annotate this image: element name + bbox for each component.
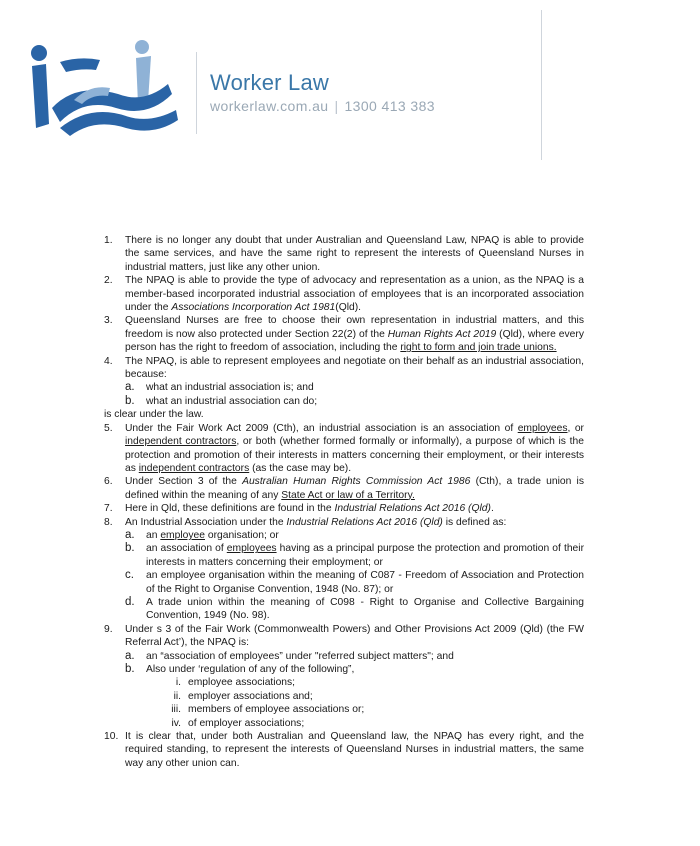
item-text: Queensland Nurses are free to choose their own representation in industrial matters, and this freedom is now also protected under Section 22(2) of the xyxy=(125,315,584,340)
item-number: 5. xyxy=(104,422,113,434)
worker-law-logo-icon xyxy=(30,38,180,138)
sub-item-4b xyxy=(125,395,584,408)
sub-letter: b. xyxy=(125,542,135,555)
sub-text: A trade union within the meaning of C098 - Right to Organise and Collective Bargaining Convention, 1949 (No. 98). xyxy=(146,596,584,622)
roman-item-i xyxy=(153,676,584,689)
item-number: 9. xyxy=(104,623,113,635)
brand-name: Worker Law xyxy=(210,70,329,95)
roman-numeral: iv. xyxy=(171,717,181,729)
sub-text: an association of xyxy=(146,543,227,555)
item-number: 1. xyxy=(104,235,113,246)
item-text: Here in Qld, these definitions are found in the xyxy=(125,503,335,515)
state-act-link[interactable]: State Act or law of a Territory. xyxy=(281,489,415,501)
act-citation: Associations Incorporation Act 1981 xyxy=(171,302,336,314)
roman-numeral: ii. xyxy=(173,690,181,702)
list-item-4 xyxy=(104,355,584,382)
item-text: (as the case may be). xyxy=(249,462,352,474)
independent-contractors-link[interactable]: independent contractors xyxy=(138,462,250,474)
sub-text: what an industrial association can do; xyxy=(146,395,318,407)
list-item-6 xyxy=(104,475,584,502)
header-divider-line xyxy=(196,52,197,134)
numbered-list xyxy=(104,234,584,770)
sub-item-9a xyxy=(125,650,584,663)
roman-item-iv xyxy=(153,717,584,730)
roman-text: members of employee associations or; xyxy=(188,704,365,716)
independent-contractors-link[interactable]: independent contractors xyxy=(125,436,237,448)
item-number: 3. xyxy=(104,315,113,327)
item-number: 7. xyxy=(104,503,113,515)
list-item-2 xyxy=(104,274,584,314)
sub-text: what an industrial association is; and xyxy=(146,382,314,394)
item-text: The NPAQ is able to provide the type of advocacy and representation as a union, as the NPAQ is a member-based incorporated industrial association of employees that is an incorporated association under the xyxy=(125,275,584,314)
item-number: 6. xyxy=(104,476,113,488)
item-text: (Cth), a trade union is defined within the meaning of any xyxy=(125,476,584,501)
item-text: . xyxy=(490,503,494,515)
sub-letter: a. xyxy=(125,649,135,662)
list-item-5 xyxy=(104,422,584,476)
item-text: , or both (whether formed formally or informally), a purpose of which is the protection and promotion of their interests in matters concerning their employment, or their interests as xyxy=(125,436,584,474)
page-edge-line xyxy=(541,10,542,160)
sub-item-9b xyxy=(125,663,584,676)
roman-numeral: iii. xyxy=(171,704,181,716)
list-item-8 xyxy=(104,516,584,529)
sub-item-8b xyxy=(125,542,584,569)
trade-unions-link[interactable]: right to form and join trade unions. xyxy=(400,342,557,354)
item-text: Under Section 3 of the xyxy=(125,476,243,488)
item-text: Under s 3 of the Fair Work (Commonwealth Powers) and Other Provisions Act 2009 (Qld) (the FW Referral Act’), the NPAQ is: xyxy=(125,623,584,649)
sub-item-8c xyxy=(125,569,584,596)
item-number: 4. xyxy=(104,355,113,367)
list-item-9 xyxy=(104,623,584,650)
item-text: The NPAQ, is able to represent employees and negotiate on their behalf as an industrial association, because: xyxy=(125,355,584,381)
contact-separator: | xyxy=(334,98,339,114)
roman-text: of employer associations; xyxy=(188,717,305,729)
list-item-3 xyxy=(104,314,584,354)
item-text: (Qld), where every person has the right to freedom of association, including the xyxy=(125,328,584,354)
sub-letter: b. xyxy=(125,394,135,407)
list-item-1 xyxy=(104,234,584,274)
list-item-7 xyxy=(104,502,584,515)
sub-letter: a. xyxy=(125,528,135,541)
item-number: 10. xyxy=(104,731,119,743)
act-citation: Industrial Relations Act 2016 (Qld) xyxy=(334,503,491,515)
item-text: There is no longer any doubt that under Australian and Queensland Law, NPAQ is able to provide the same services, and have the same right to represent the interests of Queensland Nurses in industrial matters, just like any other union. xyxy=(125,235,584,273)
website-link[interactable]: workerlaw.com.au xyxy=(210,98,329,114)
item-text: It is clear that, under both Australian and Queensland law, the NPAQ has every right, and the required standing, to represent the interests of Queensland Nurses in industrial matters, the same way any other union can. xyxy=(125,731,584,769)
sub-text: organisation; or xyxy=(204,529,279,541)
item-number: 8. xyxy=(104,516,113,528)
roman-item-ii xyxy=(153,690,584,703)
brand-contact xyxy=(210,98,435,114)
sub-text: an xyxy=(146,529,161,541)
item-text: (Qld). xyxy=(335,302,362,314)
list-item-10 xyxy=(104,730,584,770)
sub-letter: b. xyxy=(125,663,135,675)
item-4-tail: is clear under the law. xyxy=(104,409,204,421)
sub-text: having as a principal purpose the protection and promotion of their interests in matters concerning their employment; or xyxy=(146,543,585,568)
sub-text: Also under ‘regulation of any of the following”, xyxy=(146,664,355,675)
phone-number: 1300 413 383 xyxy=(344,98,435,114)
sub-item-8a xyxy=(125,529,584,542)
item-text: Under the Fair Work Act 2009 (Cth), an industrial association is an association of xyxy=(125,422,518,434)
roman-text: employer associations and; xyxy=(188,690,313,702)
sub-item-4a xyxy=(125,381,584,394)
sub-letter: c. xyxy=(125,569,134,582)
sub-letter: d. xyxy=(125,595,135,608)
employees-link[interactable]: employees xyxy=(517,422,568,434)
act-citation: Industrial Relations Act 2016 (Qld) xyxy=(286,516,443,528)
sub-item-8d xyxy=(125,596,584,623)
roman-numeral: i. xyxy=(175,677,181,689)
act-citation: Australian Human Rights Commission Act 1986 xyxy=(242,476,471,488)
roman-text: employee associations; xyxy=(188,677,296,689)
item-text: is defined as: xyxy=(442,516,507,528)
item-text: , or xyxy=(567,422,584,434)
employees-link[interactable]: employees xyxy=(226,543,277,555)
act-citation: Human Rights Act 2019 xyxy=(387,328,497,340)
sub-letter: a. xyxy=(125,381,135,394)
item-text: An Industrial Association under the xyxy=(125,516,287,528)
item-number: 2. xyxy=(104,275,113,287)
sub-text: an employee organisation within the meaning of C087 - Freedom of Association and Protection of the Right to Organise Convention, 1948 (No. 87); or xyxy=(146,570,584,595)
roman-item-iii xyxy=(153,703,584,716)
sub-text: an “association of employees” under "referred subject matters"; and xyxy=(146,650,454,662)
employee-link[interactable]: employee xyxy=(160,529,205,541)
